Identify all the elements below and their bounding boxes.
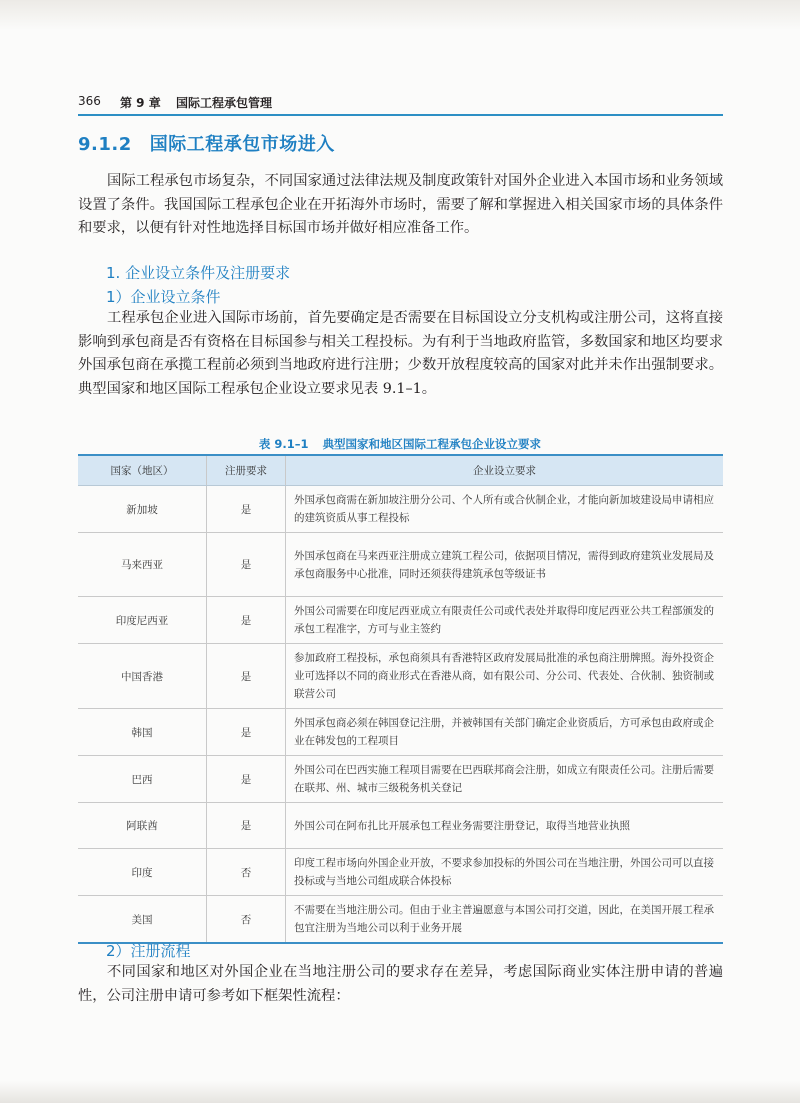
cell-requirement: 外国承包商需在新加坡注册分公司、个人所有或合伙制企业，才能向新加坡建设局申请相应的建筑资质从事工程投标 — [286, 486, 724, 533]
cell-requirement: 外国公司在阿布扎比开展承包工程业务需要注册登记，取得当地营业执照 — [286, 803, 724, 849]
cell-registration: 是 — [207, 486, 286, 533]
cell-registration: 否 — [207, 896, 286, 944]
cell-requirement: 参加政府工程投标，承包商须具有香港特区政府发展局批准的承包商注册牌照。海外投资企业可选择以不同的商业形式在香港从商，如有限公司、分公司、代表处、合伙制、独资制或联营公司 — [286, 644, 724, 709]
table-row — [78, 896, 723, 944]
cell-registration: 否 — [207, 849, 286, 896]
header-registration: 注册要求 — [207, 455, 286, 486]
page-number: 366 — [78, 94, 101, 108]
table-header-row — [78, 455, 723, 486]
cell-country: 印度 — [78, 849, 207, 896]
cell-country: 阿联酋 — [78, 803, 207, 849]
table-row — [78, 644, 723, 709]
cell-registration: 是 — [207, 533, 286, 597]
scan-bottom-shade — [0, 1081, 800, 1103]
cell-country: 印度尼西亚 — [78, 597, 207, 644]
cell-requirement: 外国承包商必须在韩国登记注册，并被韩国有关部门确定企业资质后，方可承包由政府或企业在韩发包的工程项目 — [286, 709, 724, 756]
table-row — [78, 486, 723, 533]
table-caption-title: 典型国家和地区国际工程承包企业设立要求 — [322, 437, 542, 451]
cell-requirement: 外国公司在巴西实施工程项目需要在巴西联邦商会注册，如成立有限责任公司。注册后需要在联邦、州、城市三级税务机关登记 — [286, 756, 724, 803]
chapter-title: 国际工程承包管理 — [176, 96, 273, 110]
cell-requirement: 外国公司需要在印度尼西亚成立有限责任公司或代表处并取得印度尼西亚公共工程部颁发的承包工程准字，方可与业主签约 — [286, 597, 724, 644]
table-caption — [0, 436, 800, 452]
cell-registration: 是 — [207, 803, 286, 849]
cell-registration: 是 — [207, 709, 286, 756]
table-row — [78, 803, 723, 849]
cell-registration: 是 — [207, 597, 286, 644]
cell-requirement: 不需要在当地注册公司。但由于业主普遍愿意与本国公司打交道，因此，在美国开展工程承包宜注册为当地公司以利于业务开展 — [286, 896, 724, 944]
cell-requirement: 外国承包商在马来西亚注册成立建筑工程公司，依据项目情况，需得到政府建筑业发展局及承包商服务中心批准，同时还须获得建筑承包等级证书 — [286, 533, 724, 597]
section-heading — [78, 130, 335, 156]
cell-country: 美国 — [78, 896, 207, 944]
table-row — [78, 756, 723, 803]
subsection-heading-1: 1. 企业设立条件及注册要求 — [106, 264, 291, 282]
cell-country: 新加坡 — [78, 486, 207, 533]
chapter-label: 第 9 章 — [120, 96, 161, 110]
intro-paragraph: 国际工程承包市场复杂，不同国家通过法律法规及制度政策针对国外企业进入本国市场和业务领域设置了条件。我国国际工程承包企业在开拓海外市场时，需要了解和掌握进入相关国家市场的具体条件和要求，以便有针对性地选择目标国市场并做好相应准备工作。 — [78, 173, 723, 236]
paragraph-registration-process: 不同国家和地区对外国企业在当地注册公司的要求存在差异，考虑国际商业实体注册申请的普遍性，公司注册申请可参考如下框架性流程： — [78, 964, 723, 1004]
subsection-heading-1-2: 2）注册流程 — [106, 942, 191, 960]
table-caption-number: 表 9.1–1 — [258, 437, 309, 451]
scan-top-shade — [0, 0, 800, 30]
cell-country: 巴西 — [78, 756, 207, 803]
cell-country: 马来西亚 — [78, 533, 207, 597]
cell-country: 韩国 — [78, 709, 207, 756]
cell-country: 中国香港 — [78, 644, 207, 709]
header-country: 国家（地区） — [78, 455, 207, 486]
requirements-table — [78, 454, 723, 944]
section-number: 9.1.2 — [78, 134, 132, 155]
running-header — [78, 92, 723, 116]
section-title: 国际工程承包市场进入 — [149, 134, 335, 155]
table-row — [78, 533, 723, 597]
header-requirement: 企业设立要求 — [286, 455, 724, 486]
cell-registration: 是 — [207, 644, 286, 709]
table-row — [78, 709, 723, 756]
subsection-heading-1-1: 1）企业设立条件 — [106, 288, 221, 306]
table-row — [78, 597, 723, 644]
cell-registration: 是 — [207, 756, 286, 803]
paragraph-establishment: 工程承包企业进入国际市场前，首先要确定是否需要在目标国设立分支机构或注册公司，这将直接影响到承包商是否有资格在目标国参与相关工程投标。为有利于当地政府监管，多数国家和地区均要求外国承包商在承揽工程前必须到当地政府进行注册；少数开放程度较高的国家对此并未作出强制要求。典型国家和地区国际工程承包企业设立要求见表 9.1–1。 — [78, 310, 723, 397]
cell-requirement: 印度工程市场向外国企业开放，不要求参加投标的外国公司在当地注册，外国公司可以直接投标或与当地公司组成联合体投标 — [286, 849, 724, 896]
table-row — [78, 849, 723, 896]
